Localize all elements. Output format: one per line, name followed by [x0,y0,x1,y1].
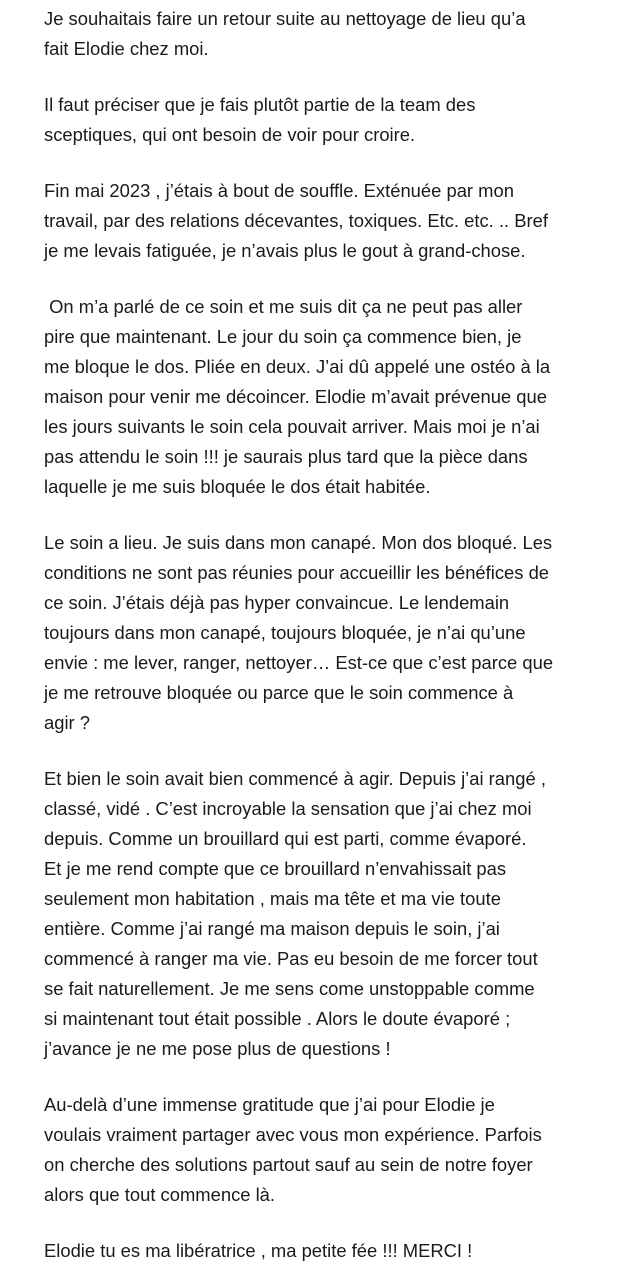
text-line: les jours suivants le soin cela pouvait arriver. Mais moi je n’ai [44,416,540,437]
text-line: ce soin. J’étais déjà pas hyper convaincue. Le lendemain [44,592,510,613]
testimonial-document [44,2,624,1266]
paragraph-treatment-day [44,292,624,502]
text-line: seulement mon habitation , mais ma tête et ma vie toute [44,888,501,909]
text-line: toujours dans mon canapé, toujours bloquée, je n’ai qu’une [44,622,526,643]
text-line: se fait naturellement. Je me sens come unstoppable comme [44,978,535,999]
paragraph-spacer [44,502,624,528]
paragraph-context [44,176,624,266]
paragraph-spacer [44,1210,624,1236]
text-line: alors que tout commence là. [44,1184,276,1205]
text-line: pas attendu le soin !!! je saurais plus tard que la pièce dans [44,446,528,467]
text-line: je me levais fatiguée, je n’avais plus le gout à grand-chose. [44,240,526,261]
paragraph-skeptic [44,90,624,150]
text-line: si maintenant tout était possible . Alors le doute évaporé ; [44,1008,511,1029]
text-line: Fin mai 2023 , j’étais à bout de souffle. Exténuée par mon [44,180,514,201]
paragraph-spacer [44,150,624,176]
paragraph-spacer [44,738,624,764]
text-line: Et je me rend compte que ce brouillard n’envahissait pas [44,858,507,879]
text-line: Il faut préciser que je fais plutôt partie de la team des [44,94,476,115]
text-line: laquelle je me suis bloquée le dos était habitée. [44,476,431,497]
text-line: Au-delà d’une immense gratitude que j’ai pour Elodie je [44,1094,495,1115]
text-line: Le soin a lieu. Je suis dans mon canapé. Mon dos bloqué. Les [44,532,553,553]
text-line: On m’a parlé de ce soin et me suis dit ça ne peut pas aller [44,296,523,317]
text-line: travail, par des relations décevantes, toxiques. Etc. etc. .. Bref [44,210,548,231]
paragraph-treatment [44,528,624,738]
text-line: envie : me lever, ranger, nettoyer… Est-ce que c’est parce que [44,652,554,673]
text-line: depuis. Comme un brouillard qui est parti, comme évaporé. [44,828,527,849]
text-line: maison pour venir me décoincer. Elodie m’avait prévenue que [44,386,547,407]
text-line: sceptiques, qui ont besoin de voir pour croire. [44,124,416,145]
text-line: j’avance je ne me pose plus de questions ! [44,1038,391,1059]
paragraph-results [44,764,624,1064]
text-line: commencé à ranger ma vie. Pas eu besoin de me forcer tout [44,948,538,969]
text-line: Je souhaitais faire un retour suite au nettoyage de lieu qu’a [44,8,526,29]
text-line: voulais vraiment partager avec vous mon expérience. Parfois [44,1124,542,1145]
text-line: classé, vidé . C’est incroyable la sensation que j’ai chez moi [44,798,532,819]
paragraph-spacer [44,64,624,90]
text-line: pire que maintenant. Le jour du soin ça commence bien, je [44,326,522,347]
paragraph-spacer [44,1064,624,1090]
text-line: fait Elodie chez moi. [44,38,209,59]
text-line: je me retrouve bloquée ou parce que le soin commence à [44,682,514,703]
text-line: Elodie tu es ma libératrice , ma petite fée !!! MERCI ! [44,1240,473,1261]
paragraph-gratitude [44,1090,624,1210]
text-line: conditions ne sont pas réunies pour accueillir les bénéfices de [44,562,550,583]
paragraph-closing [44,1236,624,1266]
text-line: Et bien le soin avait bien commencé à agir. Depuis j’ai rangé , [44,768,546,789]
text-line: me bloque le dos. Pliée en deux. J’ai dû appelé une ostéo à la [44,356,551,377]
paragraph-spacer [44,266,624,292]
text-line: entière. Comme j’ai rangé ma maison depuis le soin, j’ai [44,918,500,939]
paragraph-intro [44,4,624,64]
text-line: on cherche des solutions partout sauf au sein de notre foyer [44,1154,533,1175]
text-line: agir ? [44,712,91,733]
